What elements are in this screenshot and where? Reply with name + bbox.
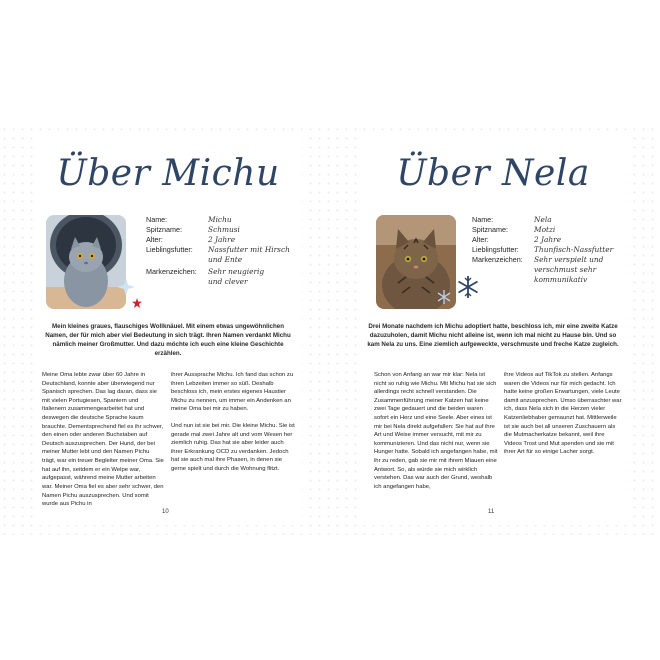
profile-row: Name: Michu bbox=[146, 215, 232, 224]
profile-row: Spitzname: Motzi bbox=[472, 224, 556, 234]
profile-row: Lieblingsfutter: Nassfutter mit Hirsch und Ente bbox=[146, 244, 290, 264]
text-column-1: Schon von Anfang an war mir klar: Nela ist nicht so ruhig wie Michu. Mit Michu hat sie sich allerdings recht schnell verstanden. Die Zusammenführung meiner Katzen hat keine zwei Tage gedauert und die beiden waren sofort ein Herz und eine Seele. Aber eines ist mir bei Nela direkt aufgefallen: Sie hat auf ihre Art und Weise immer versucht, mit mir zu kommunizieren. Und das nicht nur, wenn sie Hunger hatte. Sobald ich angefangen habe, mit ihr zu reden, gab sie mir mit ihrem Miauen eine Antwort. So, als würde sie mich wirklich verstehen. Das war auch der Grund, weshalb ich angefangen habe, bbox=[374, 372, 498, 490]
left-page bbox=[0, 125, 330, 535]
page-title: Über Nela bbox=[396, 153, 590, 194]
profile-box bbox=[146, 215, 290, 287]
page-title: Über Michu bbox=[56, 153, 280, 194]
left-page-content bbox=[34, 135, 302, 525]
profile-row: Spitzname: Schmusi bbox=[146, 224, 240, 234]
paragraph: Und nun ist sie bei mir. Die kleine Michu. Sie ist gerade mal zwei Jahre alt und vom Wesen her ziemlich ruhig. Das hat sie aber leider auch ihrer Erkrankung OCD zu verdanken. Jedoch hat sie auch mal ihre Phasen, in denen sie gerne spielt und durch die Wohnung flitzt. bbox=[171, 423, 295, 473]
book-spread bbox=[0, 125, 660, 535]
profile-row: Lieblingsfutter: Thunfisch-Nassfutter bbox=[472, 244, 614, 254]
michu-photo bbox=[46, 215, 126, 309]
profile-row: Markenzeichen: Sehr neugierig und clever bbox=[146, 266, 265, 286]
profile-row: Name: Nela bbox=[472, 215, 552, 224]
right-page-content bbox=[360, 135, 626, 525]
page-number: 11 bbox=[488, 509, 495, 515]
paragraph: ihrer Aussprache Michu. Ich fand das schon zu ihren Lebzeiten immer so süß. Deshalb beschloss ich, mein erstes eigenes Haustier Michu zu nennen, um immer ein Andenken an meine Oma bei mir zu haben. bbox=[171, 372, 294, 413]
profile-row: Alter: 2 Jahre bbox=[146, 234, 236, 244]
right-page bbox=[330, 125, 660, 535]
page-number: 10 bbox=[162, 509, 169, 515]
text-column-2: ihre Videos auf TikTok zu stellen. Anfangs waren die Videos nur für mich gedacht. Ich hatte keine großen Erwartungen, viele Leute damit anzusprechen. Umso überraschter war ich, dass Nela sich in die Herzen vieler Katzenliebhaber gemaunzt hat. Mittlerweile ist sie auch bei all unseren Zuschauern als die Mutmacherkatze bekannt, weil ihre Videos Trost und Mut spenden und sie mit ihrer Art für so einige Lacher sorgt. bbox=[504, 372, 622, 456]
snowflake-icon bbox=[436, 289, 452, 310]
text-column-2 bbox=[171, 371, 295, 474]
profile-box bbox=[472, 215, 614, 285]
star-icon bbox=[132, 295, 142, 313]
intro-paragraph: Mein kleines graues, flauschiges Wollknäuel. Mit einem etwas ungewöhnlichen Namen, der für mich aber viel Bedeutung in sich trägt. Ihren Namen verdankt Michu nämlich meiner Großmutter. Und dazu möchte ich euch eine kleine Geschichte erzählen. bbox=[45, 323, 291, 357]
profile-row: Markenzeichen: Sehr verspielt und verschmust sehr kommunikativ bbox=[472, 254, 604, 284]
profile-row: Alter: 2 Jahre bbox=[472, 234, 562, 244]
intro-paragraph: Drei Monate nachdem ich Michu adoptiert hatte, beschloss ich, mir eine zweite Katze dazuzuholen, damit Michu nicht alleine ist, wenn ich mal nicht zu Hause bin. Und so kam Nela zu uns. Eine ziemlich aufgeweckte, verschmuste und freche Katze zugleich. bbox=[367, 323, 619, 348]
text-column-1: Meine Oma lebte zwar über 60 Jahre in Deutschland, konnte aber überwiegend nur Spanisch sprechen. Das lag daran, dass sie mit vielen Portugiesen, Spaniern und Italienern zusammengearbeitet hat und deswegen die deutsche Sprache kaum brauchte. Dementsprechend fiel es ihr schwer, den einen oder anderen Buchstaben auf Deutsch auszusprechen. Der Hund, der bei meiner Mutter lebt und den Namen Pichu trägt, war ein treuer Begleiter meiner Oma. Sie hat auf ihn, seitdem er ein Welpe war, aufgepasst, während meine Mutter arbeiten war. Meiner Oma fiel es aber sehr schwer, den Namen Pichu auszusprechen. Und somit wurde aus Pichu in bbox=[42, 372, 164, 508]
